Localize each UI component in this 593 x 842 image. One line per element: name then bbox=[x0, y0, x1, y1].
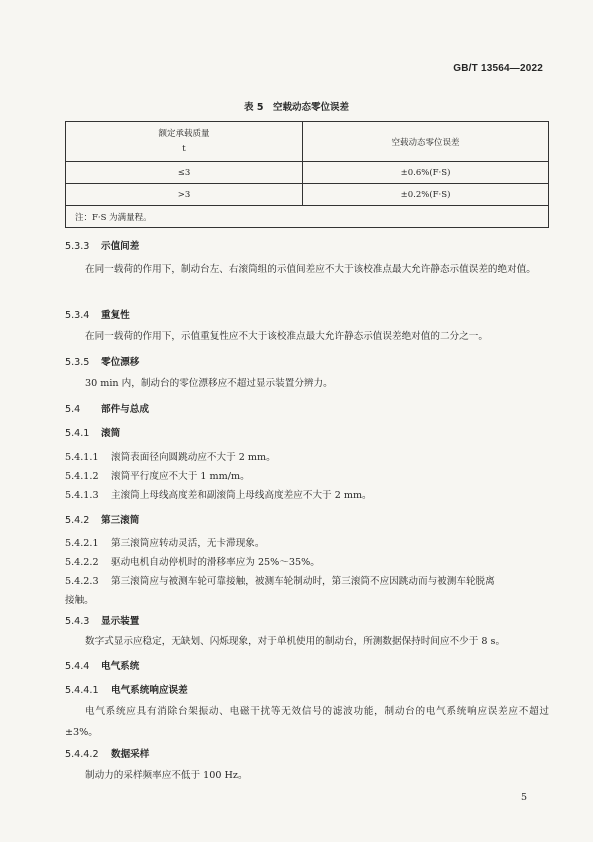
heading-5-4: 5.4 部件与总成 bbox=[65, 404, 149, 415]
item-5-4-1-3: 5.4.1.3 主滚筒上母线高度差和副滚筒上母线高度差应不大于 2 mm。 bbox=[65, 490, 372, 501]
table-row bbox=[66, 162, 549, 184]
table-note: 注：F·S 为满量程。 bbox=[66, 206, 549, 228]
heading-5-4-2: 5.4.2 第三滚筒 bbox=[65, 515, 140, 526]
table-header-row bbox=[66, 122, 549, 162]
cell-error: ±0.2%(F·S) bbox=[303, 184, 549, 206]
item-5-4-2-3: 5.4.2.3 第三滚筒应与被测车轮可靠接触，被测车轮制动时，第三滚筒不应因跳动而与被测车轮脱离 bbox=[65, 576, 495, 587]
table-row bbox=[66, 184, 549, 206]
para-5-3-5: 30 min 内，制动台的零位漂移应不超过显示装置分辨力。 bbox=[85, 378, 333, 389]
heading-5-4-1: 5.4.1 滚筒 bbox=[65, 428, 121, 439]
heading-5-4-4: 5.4.4 电气系统 bbox=[65, 661, 140, 672]
col-header-error: 空载动态零位误差 bbox=[303, 122, 549, 162]
heading-5-3-5: 5.3.5 零位漂移 bbox=[65, 357, 140, 368]
heading-5-3-4: 5.3.4 重复性 bbox=[65, 310, 130, 321]
heading-5-4-4-1: 5.4.4.1 电气系统响应误差 bbox=[65, 685, 188, 696]
para-5-3-4: 在同一载荷的作用下，示值重复性应不大于该校准点最大允许静态示值误差绝对值的二分之一。 bbox=[85, 331, 488, 342]
para-5-3-3: 在同一载荷的作用下，制动台左、右滚筒组的示值间差应不大于该校准点最大允许静态示值误差的绝对值。 bbox=[85, 264, 536, 275]
item-5-4-2-2: 5.4.2.2 驱动电机自动停机时的滑移率应为 25%～35%。 bbox=[65, 557, 320, 568]
para-5-4-3: 数字式显示应稳定，无缺划、闪烁现象，对于单机使用的制动台，所测数据保持时间应不少于 8 s。 bbox=[85, 636, 506, 647]
cell-mass: ≤3 bbox=[66, 162, 303, 184]
item-5-4-1-2: 5.4.1.2 滚筒平行度应不大于 1 mm/m。 bbox=[65, 471, 250, 482]
col-header-mass: 额定承载质量 t bbox=[66, 122, 303, 162]
heading-5-3-3: 5.3.3 示值间差 bbox=[65, 241, 140, 252]
item-5-4-1-1: 5.4.1.1 滚筒表面径向圆跳动应不大于 2 mm。 bbox=[65, 452, 276, 463]
para-5-4-4-2: 制动力的采样频率应不低于 100 Hz。 bbox=[85, 770, 248, 781]
para-5-4-4-1: 电气系统应具有消除台架振动、电磁干扰等无效信号的滤波功能，制动台的电气系统响应误差应不超过±3%。 bbox=[65, 706, 549, 738]
cell-error: ±0.6%(F·S) bbox=[303, 162, 549, 184]
cell-mass: >3 bbox=[66, 184, 303, 206]
table-note-row bbox=[66, 206, 549, 228]
standard-number: GB/T 13564—2022 bbox=[453, 63, 543, 74]
heading-5-4-4-2: 5.4.4.2 数据采样 bbox=[65, 749, 150, 760]
page-number: 5 bbox=[520, 792, 527, 803]
table-title: 表 5 空载动态零位误差 bbox=[244, 102, 349, 113]
item-5-4-2-1: 5.4.2.1 第三滚筒应转动灵活，无卡滞现象。 bbox=[65, 538, 265, 549]
heading-5-4-3: 5.4.3 显示装置 bbox=[65, 616, 140, 627]
item-5-4-2-3-continued: 接触。 bbox=[65, 595, 94, 606]
zero-error-table bbox=[65, 121, 549, 228]
